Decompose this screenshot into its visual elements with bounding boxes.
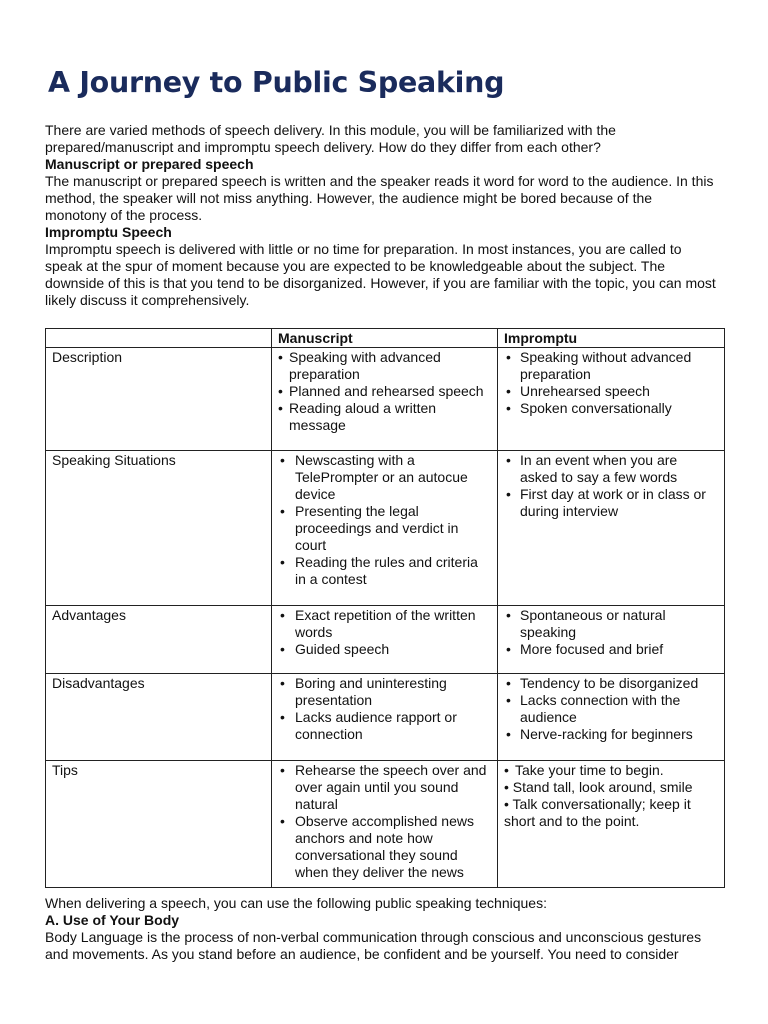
table-row-advantages <box>46 606 725 674</box>
list-item: • Presenting the legal proceedings and verdict in court <box>278 503 491 554</box>
table-row-disadvantages <box>46 674 725 761</box>
section-body-impromptu: Impromptu speech is delivered with little or no time for preparation. In most instances, you are called to speak at the spur of moment because you are expected to be knowledgeable about the subject. The downside of this is that you tend to be disorganized. However, if you are familiar with the topic, you can most likely discuss it comprehensively. <box>45 241 716 308</box>
list-item: • Talk conversationally; keep it short and to the point. <box>504 796 691 829</box>
bullet-list <box>278 675 491 743</box>
row-label: Disadvantages <box>46 674 272 761</box>
manuscript-cell <box>272 674 498 761</box>
list-item: • Spoken conversationally <box>504 400 718 417</box>
table-header-impromptu: Impromptu <box>498 329 725 348</box>
technique-heading: A. Use of Your Body <box>45 912 180 928</box>
list-item: • Speaking with advanced preparation <box>278 349 491 383</box>
list-item: • Reading the rules and criteria in a contest <box>278 554 491 588</box>
impromptu-cell <box>498 451 725 606</box>
list-item: • Stand tall, look around, smile <box>504 779 693 795</box>
impromptu-cell <box>498 761 725 888</box>
table-row-description <box>46 348 725 451</box>
row-label: Speaking Situations <box>46 451 272 606</box>
page-title: A Journey to Public Speaking <box>48 66 505 99</box>
impromptu-cell <box>498 674 725 761</box>
section-body-manuscript: The manuscript or prepared speech is written and the speaker reads it word for word to the audience. In this method, the speaker will not miss anything. However, the audience might be bored because of the monotony of the process. <box>45 173 714 223</box>
list-item: • Newscasting with a TelePrompter or an autocue device <box>278 452 491 503</box>
manuscript-cell <box>272 606 498 674</box>
list-item: • Nerve-racking for beginners <box>504 726 718 743</box>
row-label: Tips <box>46 761 272 888</box>
list-item: • Take your time to begin. <box>504 762 718 779</box>
list-item: • Reading aloud a written message <box>278 400 491 434</box>
section-heading-impromptu: Impromptu Speech <box>45 224 172 240</box>
bullet-list <box>504 349 718 417</box>
table-row-tips <box>46 761 725 888</box>
list-item: • Tendency to be disorganized <box>504 675 718 692</box>
bullet-list <box>504 452 718 520</box>
table-header-empty <box>46 329 272 348</box>
impromptu-cell <box>498 348 725 451</box>
bullet-list <box>278 452 491 588</box>
manuscript-cell <box>272 348 498 451</box>
list-item: • Guided speech <box>278 641 491 658</box>
list-item: • Planned and rehearsed speech <box>278 383 491 400</box>
row-label: Description <box>46 348 272 451</box>
bullet-list <box>504 675 718 743</box>
impromptu-cell <box>498 606 725 674</box>
table-header-manuscript: Manuscript <box>272 329 498 348</box>
list-item: • Speaking without advanced preparation <box>504 349 718 383</box>
bullet-list <box>504 607 718 658</box>
techniques-block <box>45 895 717 963</box>
outro-paragraph: When delivering a speech, you can use the following public speaking techniques: <box>45 895 547 911</box>
comparison-table <box>45 328 725 888</box>
list-item: • Rehearse the speech over and over again until you sound natural <box>278 762 491 813</box>
manuscript-cell <box>272 761 498 888</box>
list-item: • More focused and brief <box>504 641 718 658</box>
list-item: • Boring and uninteresting presentation <box>278 675 491 709</box>
list-item: • In an event when you are asked to say a few words <box>504 452 718 486</box>
bullet-list <box>278 762 491 881</box>
bullet-list <box>278 349 491 434</box>
list-item: • Lacks connection with the audience <box>504 692 718 726</box>
list-item: • First day at work or in class or during interview <box>504 486 718 520</box>
list-item: • Lacks audience rapport or connection <box>278 709 491 743</box>
list-item: • Exact repetition of the written words <box>278 607 491 641</box>
manuscript-cell <box>272 451 498 606</box>
row-label: Advantages <box>46 606 272 674</box>
bullet-list <box>504 762 718 830</box>
list-item: • Unrehearsed speech <box>504 383 718 400</box>
list-item: • Observe accomplished news anchors and note how conversational they sound when they deliver the news <box>278 813 491 881</box>
intro-paragraph: There are varied methods of speech delivery. In this module, you will be familiarized with the prepared/manuscript and impromptu speech delivery. How do they differ from each other? <box>45 122 616 155</box>
table-header-row <box>46 329 725 348</box>
section-heading-manuscript: Manuscript or prepared speech <box>45 156 254 172</box>
list-item: • Spontaneous or natural speaking <box>504 607 718 641</box>
table-row-speaking-situations <box>46 451 725 606</box>
bullet-list <box>278 607 491 658</box>
intro-block <box>45 122 717 309</box>
technique-body: Body Language is the process of non-verbal communication through conscious and unconscious gestures and movements. As you stand before an audience, be confident and be yourself. You need to consider <box>45 929 702 962</box>
